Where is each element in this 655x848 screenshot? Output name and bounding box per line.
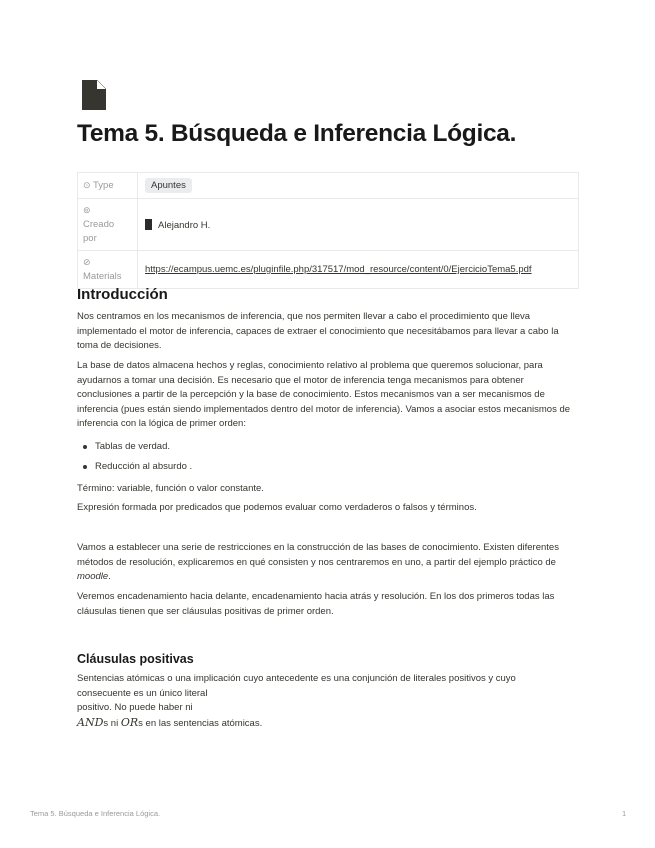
property-name-materials (78, 251, 138, 289)
document-icon (82, 80, 106, 110)
property-row-created-by (78, 199, 579, 251)
list-item: Tablas de verdad. (77, 440, 192, 460)
math-and: AND (77, 715, 104, 729)
paragraph-line: Sentencias atómicas o una implicación cuyo antecedente es una conjunción de literales positivos y cuyo (77, 673, 516, 684)
property-value-type[interactable] (138, 173, 579, 199)
emphasis-text: moodle (77, 571, 109, 582)
paragraph-text: Nos centramos en los mecanismos de inferencia, que nos permiten llevar a cabo el procedimiento que lleva implementado el motor de inferencia, capaces de extraer el conocimiento que necesitábamos para llevar a cabo la toma de decisiones. (77, 311, 559, 351)
intro-paragraph-2 (77, 359, 577, 432)
paragraph-text: Expresión formada por predicados que podemos evaluar como verdaderos o falsos y términos. (77, 502, 477, 513)
page-title: Tema 5. Búsqueda e Inferencia Lógica. (77, 120, 517, 147)
paragraph-text: La base de datos almacena hechos y reglas, conocimiento relativo al problema que queremos solucionar, para ayudarnos a tomar una decisión. Es necesario que el motor de inferencia tenga mecanismos para obtener conclusiones a partir de la percepción y la base de conocimiento. Estos mecanismos van a ser mecanismos de inferencia (pues están siendo implementados dentro del motor de inferencia). Vamos a asociar estos mecanismos de inferencia con la lógica de primer orden: (77, 360, 571, 429)
type-property-icon: ⊙ (83, 180, 91, 190)
termino-definition (77, 482, 577, 497)
paragraph-text: Vamos a establecer una serie de restricciones en la construcción de las bases de conocimiento. Existen diferentes métodos de resolución, explicaremos en qué consisten y nos centraremos en uno, a partir del ejemplo práctico de (77, 542, 559, 568)
property-row-type (78, 173, 579, 199)
properties-table (77, 172, 579, 289)
property-label: Materials (83, 271, 122, 282)
clausulas-paragraph (77, 672, 577, 731)
math-or: OR (120, 715, 139, 729)
intro-paragraph-3 (77, 541, 577, 585)
paragraph-text: . (108, 571, 111, 582)
footer-title: Tema 5. Búsqueda e Inferencia Lógica. (30, 809, 161, 818)
paragraph-line (77, 716, 577, 732)
avatar (145, 219, 152, 230)
property-row-materials (78, 251, 579, 289)
property-name-type (78, 173, 138, 199)
paragraph-text: Veremos encadenamiento hacia delante, encadenamiento hacia atrás y resolución. En los dos primeros todas las cláusulas tienen que ser cláusulas positivas de primer orden. (77, 591, 555, 617)
attachment-property-icon: ⊘ (83, 257, 91, 267)
property-name-created-by (78, 199, 138, 251)
expresion-definition (77, 501, 577, 516)
footer-page-number: 1 (622, 809, 627, 818)
paragraph-line: positivo. No puede haber ni (77, 702, 193, 713)
paragraph-text: s en las sentencias atómicas. (138, 717, 263, 729)
list-item: Reducción al absurdo . (77, 460, 192, 480)
property-label: Type (93, 180, 114, 191)
property-label: Creado (83, 219, 115, 230)
property-value-created-by[interactable] (138, 199, 579, 251)
type-tag[interactable]: Apuntes (145, 178, 192, 193)
heading-clausulas-positivas: Cláusulas positivas (77, 652, 194, 666)
author-name[interactable]: Alejandro H. (158, 219, 211, 231)
intro-paragraph-1 (77, 310, 577, 354)
materials-link[interactable]: https://ecampus.uemc.es/pluginfile.php/317517/mod_resource/content/0/EjercicioTema5.pdf (145, 264, 532, 275)
paragraph-text: s ni (103, 717, 121, 729)
property-value-materials[interactable] (138, 251, 579, 289)
heading-introduccion: Introducción (77, 286, 168, 303)
intro-paragraph-4 (77, 590, 577, 619)
paragraph-line: consecuente es un único literal (77, 687, 208, 699)
property-label: por (83, 233, 97, 244)
paragraph-text: Término: variable, función o valor constante. (77, 483, 264, 494)
person-property-icon: ⊚ (83, 205, 91, 215)
bullet-list (77, 440, 192, 480)
